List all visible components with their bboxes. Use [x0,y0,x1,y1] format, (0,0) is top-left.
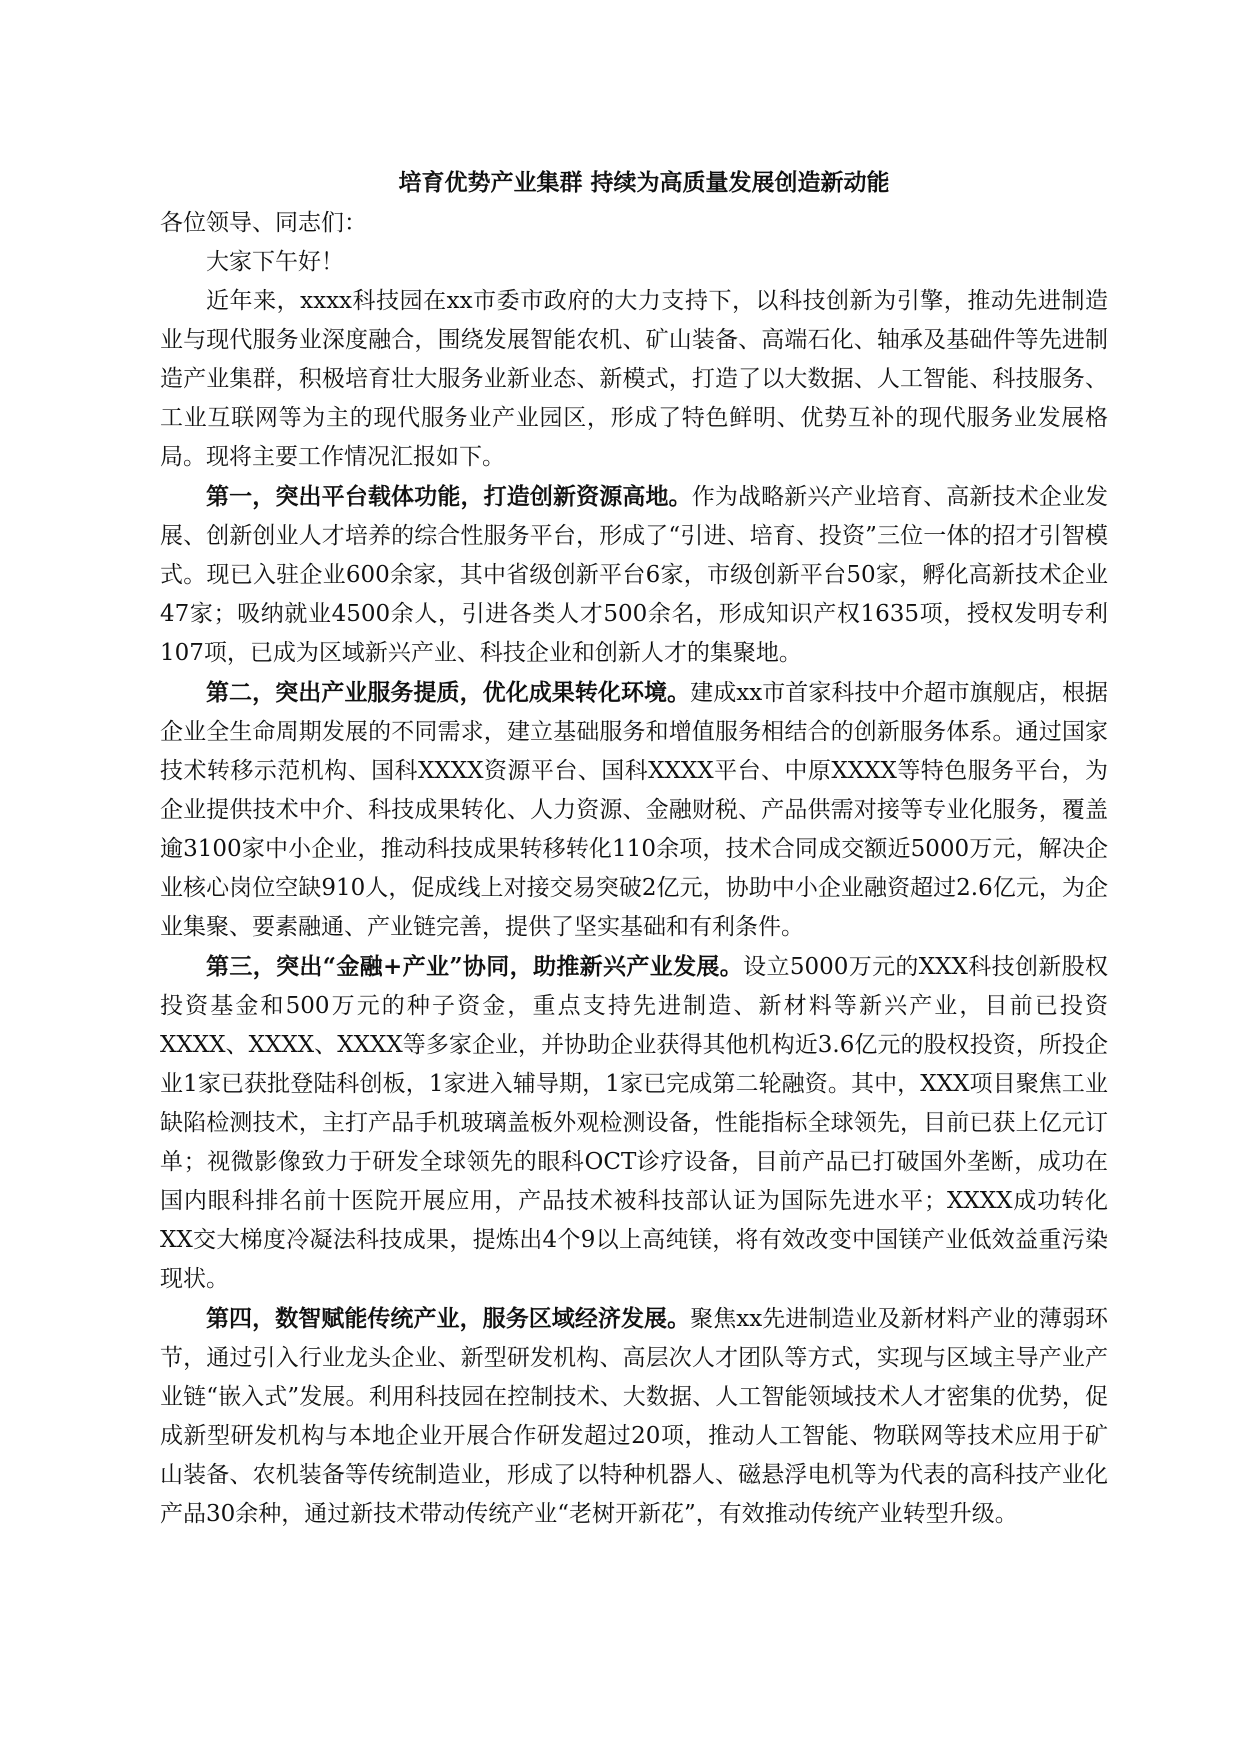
section-lead-2: 第二，突出产业服务提质，优化成果转化环境。 [206,679,691,706]
section-paragraph-2 [160,673,1108,947]
intro-paragraph: 近年来，xxxx科技园在xx市委市政府的大力支持下，以科技创新为引擎，推动先进制造业与现代服务业深度融合，围绕发展智能农机、矿山装备、高端石化、轴承及基础件等先进制造产业集群，积极培育壮大服务业新业态、新模式，打造了以大数据、人工智能、科技服务、工业互联网等为主的现代服务业产业园区，形成了特色鲜明、优势互补的现代服务业发展格局。现将主要工作情况汇报如下。 [160,288,1108,470]
section-body-4: 聚焦xx先进制造业及新材料产业的薄弱环节，通过引入行业龙头企业、新型研发机构、高层次人才团队等方式，实现与区域主导产业产业链“嵌入式”发展。利用科技园在控制技术、大数据、人工智能领域技术人才密集的优势，促成新型研发机构与本地企业开展合作研发超过20项，推动人工智能、物联网等技术应用于矿山装备、农机装备等传统制造业，形成了以特种机器人、磁悬浮电机等为代表的高科技产业化产品30余种，通过新技术带动传统产业“老树开新花”，有效推动传统产业转型升级。 [160,1306,1108,1527]
greeting: 大家下午好！ [206,249,344,275]
section-paragraph-1 [160,477,1108,673]
section-paragraph-3 [160,947,1108,1299]
section-body-2: 建成xx市首家科技中介超市旗舰店，根据企业全生命周期发展的不同需求，建立基础服务和增值服务相结合的创新服务体系。通过国家技术转移示范机构、国科XXXX资源平台、国科XXXX平台、中原XXXX等特色服务平台，为企业提供技术中介、科技成果转化、人力资源、金融财税、产品供需对接等专业化服务，覆盖逾3100家中小企业，推动科技成果转移转化110余项，技术合同成交额近5000万元，解决企业核心岗位空缺910人，促成线上对接交易突破2亿元，协助中小企业融资超过2.6亿元，为企业集聚、要素融通、产业链完善，提供了坚实基础和有利条件。 [160,680,1108,940]
section-lead-1: 第一，突出平台载体功能，打造创新资源高地。 [206,483,692,510]
section-paragraph-4 [160,1299,1108,1534]
salutation: 各位领导、同志们： [160,210,367,236]
section-body-3: 设立5000万元的XXX科技创新股权投资基金和500万元的种子资金，重点支持先进制造、新材料等新兴产业，目前已投资XXXX、XXXX、XXXX等多家企业，并协助企业获得其他机构近3.6亿元的股权投资，所投企业1家已获批登陆科创板，1家进入辅导期，1家已完成第二轮融资。其中，XXX项目聚焦工业缺陷检测技术，主打产品手机玻璃盖板外观检测设备，性能指标全球领先，目前已获上亿元订单；视微影像致力于研发全球领先的眼科OCT诊疗设备，目前产品已打破国外垄断，成功在国内眼科排名前十医院开展应用，产品技术被科技部认证为国际先进水平；XXXX成功转化XX交大梯度冷凝法科技成果，提炼出4个9以上高纯镁，将有效改变中国镁产业低效益重污染现状。 [160,954,1108,1292]
document-title: 培育优势产业集群 持续为高质量发展创造新动能 [398,169,890,196]
section-body-1: 作为战略新兴产业培育、高新技术企业发展、创新创业人才培养的综合性服务平台，形成了“引进、培育、投资”三位一体的招才引智模式。现已入驻企业600余家，其中省级创新平台6家，市级创新平台50家，孵化高新技术企业47家；吸纳就业4500余人，引进各类人才500余名，形成知识产权1635项，授权发明专利107项，已成为区域新兴产业、科技企业和创新人才的集聚地。 [160,484,1109,666]
section-lead-3: 第三，突出“金融+产业”协同，助推新兴产业发展。 [206,953,744,980]
section-lead-4: 第四，数智赋能传统产业，服务区域经济发展。 [206,1305,691,1332]
